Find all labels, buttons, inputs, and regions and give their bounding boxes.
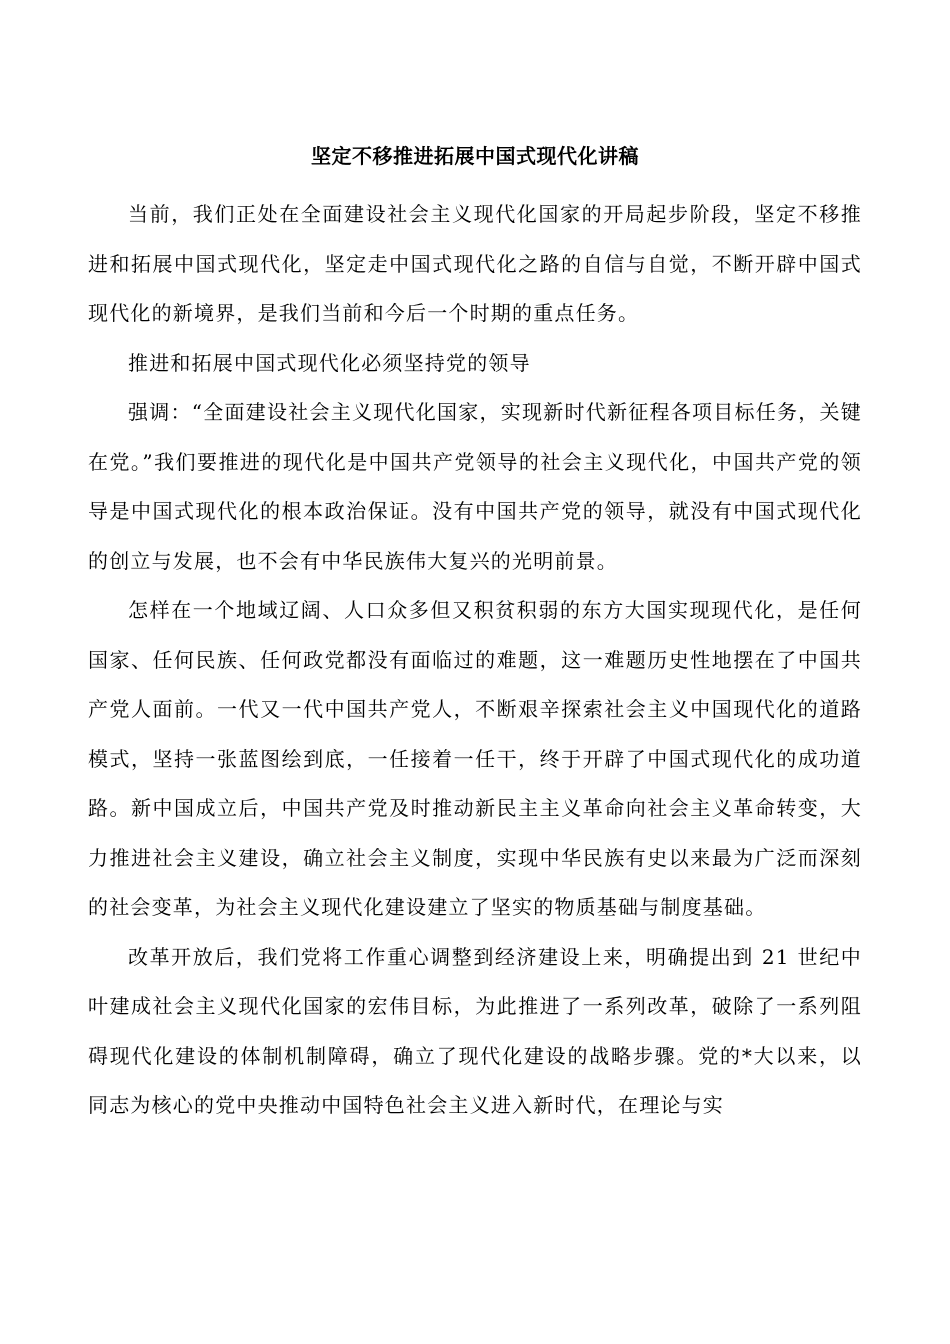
paragraph-reform: 改革开放后，我们党将工作重心调整到经济建设上来，明确提出到 21 世纪中叶建成社会主义现代化国家的宏伟目标，为此推进了一系列改革，破除了一系列阻碍现代化建设的体制机制障碍，确立了现代化建设的战略步骤。党的*大以来，以同志为核心的党中央推动中国特色社会主义进入新时代，在理论与实: [88, 944, 862, 1117]
document-page: [88, 140, 862, 1131]
paragraph-intro: 当前，我们正处在全面建设社会主义现代化国家的开局起步阶段，坚定不移推进和拓展中国式现代化，坚定走中国式现代化之路的自信与自觉，不断开辟中国式现代化的新境界，是我们当前和今后一个时期的重点任务。: [88, 202, 862, 325]
document-title: 坚定不移推进拓展中国式现代化讲稿: [311, 144, 639, 168]
paragraph-emphasis: 强调：“全面建设社会主义现代化国家，实现新时代新征程各项目标任务，关键在党。”我们要推进的现代化是中国共产党领导的社会主义现代化，中国共产党的领导是中国式现代化的根本政治保证。没有中国共产党的领导，就没有中国式现代化的创立与发展，也不会有中华民族伟大复兴的光明前景。: [88, 400, 862, 573]
paragraph-history: 怎样在一个地域辽阔、人口众多但又积贫积弱的东方大国实现现代化，是任何国家、任何民族、任何政党都没有面临过的难题，这一难题历史性地摆在了中国共产党人面前。一代又一代中国共产党人，不断艰辛探索社会主义中国现代化的道路模式，坚持一张蓝图绘到底，一任接着一任干，终于开辟了中国式现代化的成功道路。新中国成立后，中国共产党及时推动新民主主义革命向社会主义革命转变，大力推进社会主义建设，确立社会主义制度，实现中华民族有史以来最为广泛而深刻的社会变革，为社会主义现代化建设建立了坚实的物质基础与制度基础。: [88, 598, 862, 919]
section-heading: 推进和拓展中国式现代化必须坚持党的领导: [128, 350, 531, 375]
